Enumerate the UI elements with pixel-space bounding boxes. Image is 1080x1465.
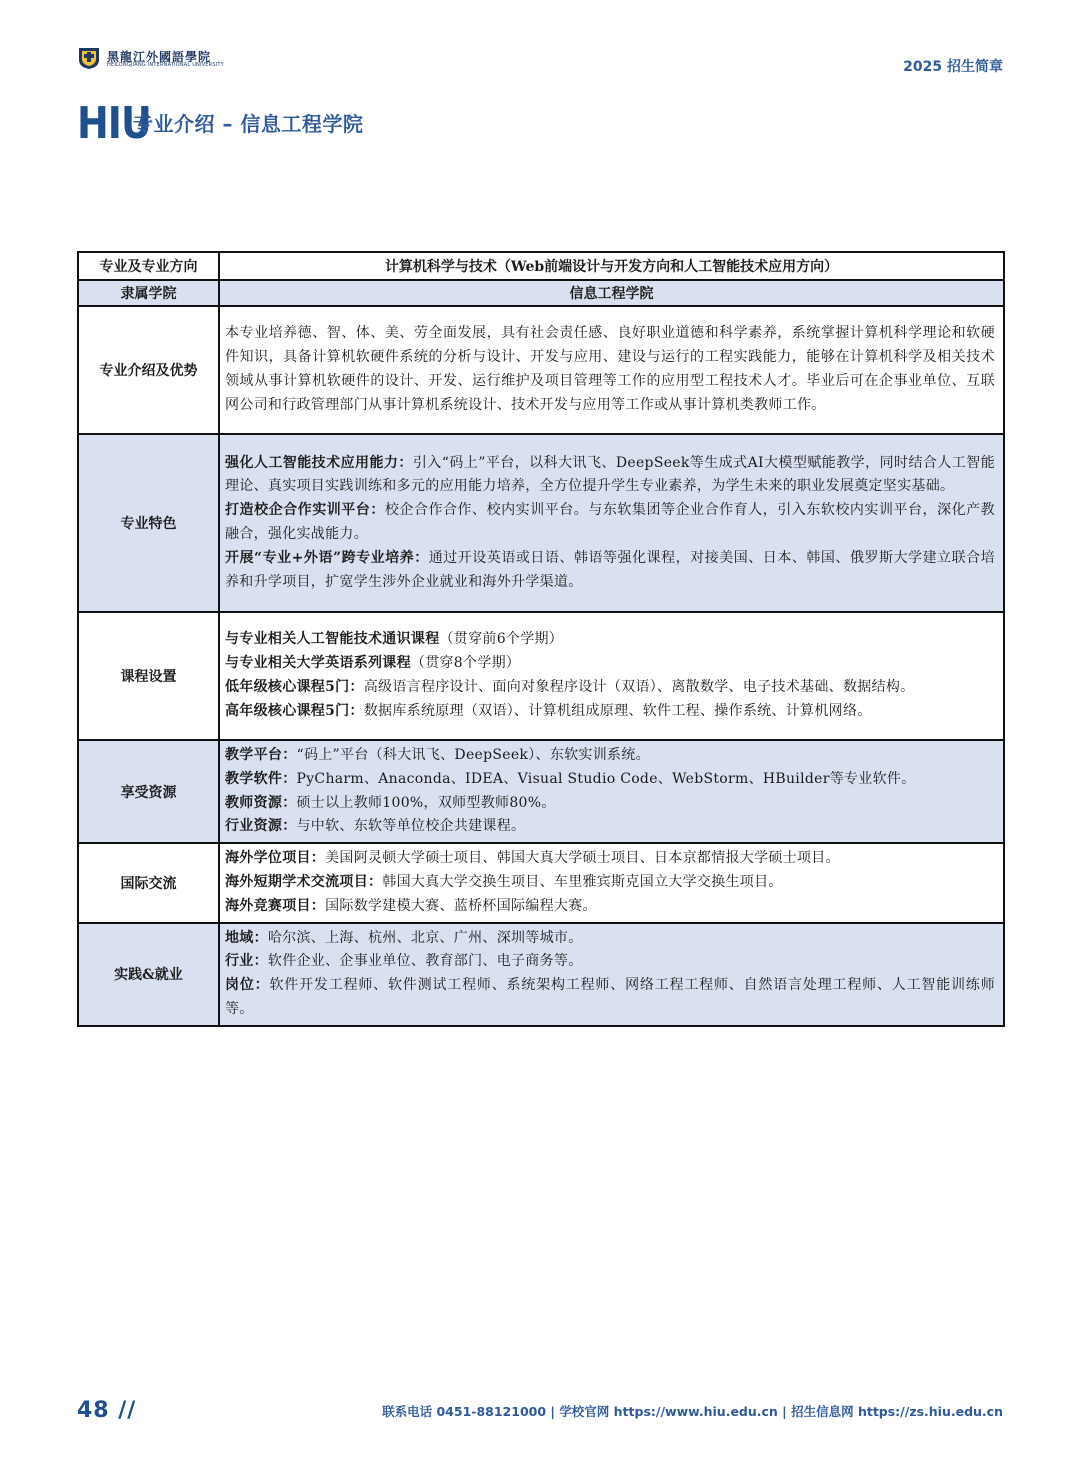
list-item (225, 547, 995, 595)
list-item (225, 950, 995, 974)
item-title: 海外竞赛项目： (225, 897, 326, 914)
item-title: 高年级核心课程5门： (225, 702, 364, 719)
item-text: 通过开设英语或日语、韩语等强化课程，对接美国、日本、韩国、俄罗斯大学建立联合培养和升学项目，扩宽学生涉外企业就业和海外升学渠道。 (225, 549, 995, 590)
table-row (78, 252, 1004, 280)
item-text: 与中软、东软等单位校企共建课程。 (296, 818, 526, 835)
table-row (78, 612, 1004, 740)
logo-chinese-name: 黑龍江外國語學院 (107, 50, 212, 64)
list-item (225, 676, 995, 700)
row-label: 享受资源 (78, 740, 219, 843)
table-row (78, 434, 1004, 612)
item-title: 教学软件： (225, 770, 297, 787)
item-text: 韩国大真大学交换生项目、车里雅宾斯克国立大学交换生项目。 (382, 873, 783, 890)
item-text: 硕士以上教师100%，双师型教师80%。 (296, 794, 556, 811)
item-text: （贯穿前6个学期） (439, 631, 564, 648)
item-text: “码上”平台（科大讯飞、DeepSeek）、东软实训系统。 (296, 747, 650, 763)
list-item (225, 768, 995, 792)
table-row (78, 306, 1004, 434)
list-item (225, 452, 995, 500)
school-crest-icon (77, 46, 101, 70)
list-item (225, 792, 995, 816)
list-item (225, 815, 995, 839)
item-title: 教师资源： (225, 794, 297, 811)
list-item (225, 927, 995, 951)
item-title: 岗位： (225, 977, 270, 994)
section-title: 专业介绍 – 信息工程学院 (133, 112, 364, 136)
list-item (225, 628, 995, 652)
page-number: 48 // (77, 1398, 137, 1423)
row-label: 课程设置 (78, 612, 219, 740)
brochure-title: 2025 招生简章 (903, 59, 1003, 75)
item-title: 行业资源： (225, 818, 297, 835)
intro-text: 本专业培养德、智、体、美、劳全面发展，具有社会责任感、良好职业道德和科学素养，系统掌握计算机科学理论和软硬件知识，具备计算机软硬件系统的分析与设计、开发与应用、建设与运行的工程实践能力，能够在计算机科学及相关技术领域从事计算机软硬件的设计、开发、运行维护及项目管理等工作的应用型工程技术人才。毕业后可在企事业单位、互联网公司和行政管理部门从事计算机系统设计、技术开发与应用等工作或从事计算机类教师工作。 (225, 325, 995, 413)
item-text: 国际数学建模大赛、蓝桥杯国际编程大赛。 (325, 897, 597, 914)
logo-english-name: HEILONGJIANG INTERNATIONAL UNIVERSITY (107, 62, 224, 68)
list-item (225, 974, 995, 1022)
row-label: 国际交流 (78, 843, 219, 922)
row-label: 专业特色 (78, 434, 219, 612)
table-row (78, 280, 1004, 306)
list-item (225, 847, 995, 871)
school-logo (77, 46, 224, 72)
item-text: 校企合作合作、校内实训平台。与东软集团等企业合作育人，引入东软校内实训平台，深化产教融合，强化实战能力。 (225, 502, 995, 542)
list-item (225, 871, 995, 895)
item-title: 开展“专业+外语”跨专业培养： (225, 549, 429, 566)
item-text: 高级语言程序设计、面向对象程序设计（双语）、离散数学、电子技术基础、数据结构。 (363, 679, 915, 695)
contact-info: 联系电话 0451-88121000 | 学校官网 https://www.hiu.edu.cn | 招生信息网 https://zs.hiu.edu.cn (382, 1404, 1003, 1419)
list-item (225, 700, 995, 724)
item-text: 软件企业、企事业单位、教育部门、电子商务等。 (267, 953, 583, 970)
item-text: 数据库系统原理（双语）、计算机组成原理、软件工程、操作系统、计算机网络。 (363, 702, 872, 719)
item-title: 地域： (225, 929, 268, 946)
table-row (78, 843, 1004, 922)
row-label: 专业及专业方向 (78, 252, 219, 280)
item-title: 与专业相关大学英语系列课程 (225, 655, 411, 672)
item-title: 打造校企合作实训平台： (225, 502, 385, 519)
hiu-mark: HIU (77, 97, 151, 149)
item-text: 软件开发工程师、软件测试工程师、系统架构工程师、网络工程工程师、自然语言处理工程师、人工智能训练师等。 (225, 977, 995, 1017)
item-text: 美国阿灵顿大学硕士项目、韩国大真大学硕士项目、日本京都情报大学硕士项目。 (325, 850, 840, 867)
item-text: 引入“码上”平台，以科大讯飞、DeepSeek等生成式AI大模型赋能教学，同时结合人工智能理论、真实项目实践训练和多元的应用能力培养，全方位提升学生专业素养，为学生未来的职业发展奠定坚实基础。 (225, 454, 995, 495)
list-item (225, 895, 995, 919)
item-title: 海外短期学术交流项目： (225, 873, 383, 890)
item-text: PyCharm、Anaconda、IDEA、Visual Studio Code、WebStorm、HBuilder等专业软件。 (296, 770, 916, 787)
major-name: 计算机科学与技术（Web前端设计与开发方向和人工智能技术应用方向） (219, 252, 1004, 280)
list-item (225, 499, 995, 547)
college-name: 信息工程学院 (219, 280, 1004, 306)
table-row (78, 923, 1004, 1026)
row-label: 专业介绍及优势 (78, 306, 219, 434)
row-label: 实践&就业 (78, 923, 219, 1026)
item-title: 强化人工智能技术应用能力： (225, 454, 413, 471)
item-title: 低年级核心课程5门： (225, 679, 364, 695)
item-text: （贯穿8个学期） (410, 655, 521, 672)
major-info-table (77, 251, 1005, 1027)
list-item (225, 744, 995, 768)
item-title: 海外学位项目： (225, 850, 326, 867)
table-row (78, 740, 1004, 843)
item-title: 与专业相关人工智能技术通识课程 (225, 631, 440, 648)
item-text: 哈尔滨、上海、杭州、北京、广州、深圳等城市。 (267, 929, 583, 946)
item-title: 教学平台： (225, 747, 297, 763)
list-item (225, 652, 995, 676)
row-label: 隶属学院 (78, 280, 219, 306)
item-title: 行业： (225, 953, 268, 970)
